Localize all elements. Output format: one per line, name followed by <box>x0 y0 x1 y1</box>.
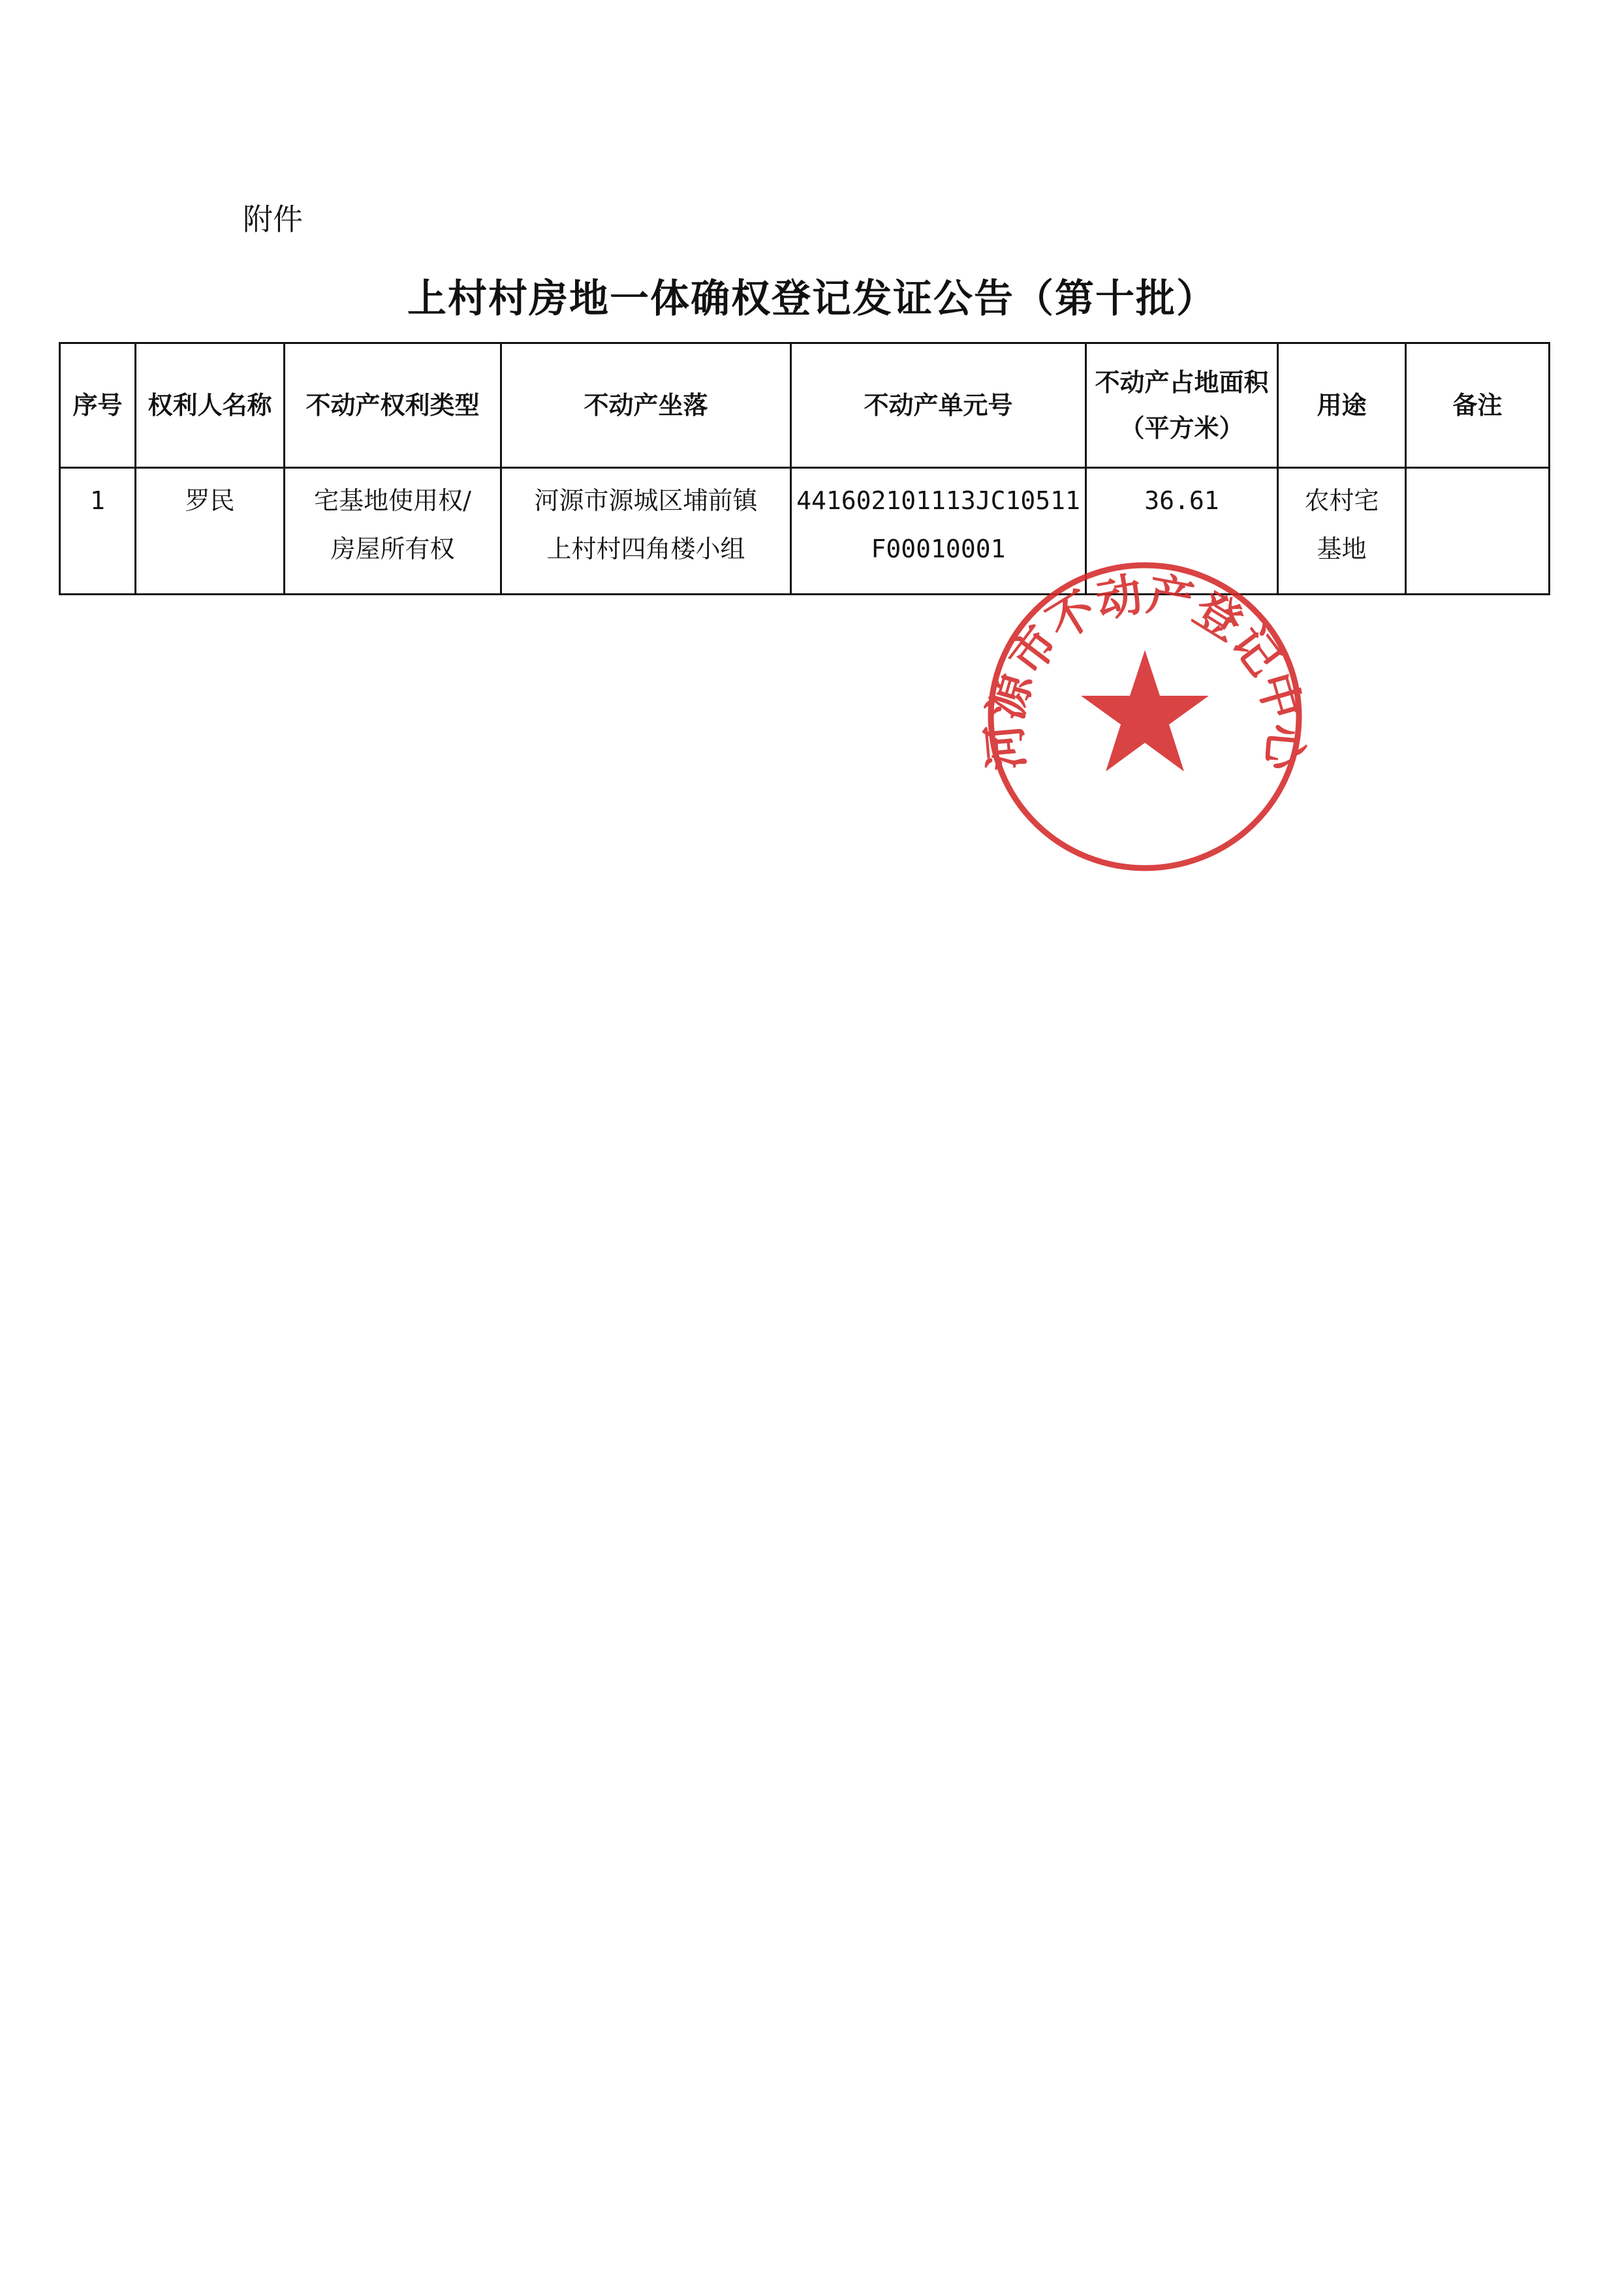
header-unit-no: 不动产单元号 <box>791 343 1086 468</box>
cell-location <box>501 468 791 595</box>
header-location: 不动产坐落 <box>501 343 791 468</box>
seal-text: 河源市不动产登记中心 <box>976 566 1314 773</box>
table-row <box>60 468 1550 595</box>
header-seq: 序号 <box>60 343 136 468</box>
document-title: 上村村房地一体确权登记发证公告（第十批） <box>407 276 1217 322</box>
cell-remarks <box>1406 468 1550 595</box>
header-owner: 权利人名称 <box>136 343 285 468</box>
cell-seq: 1 <box>60 468 136 595</box>
registration-table <box>59 342 1550 595</box>
cell-area: 36.61 <box>1086 468 1278 595</box>
cell-usage-line1: 农村宅 <box>1304 486 1379 515</box>
header-remarks: 备注 <box>1406 343 1550 468</box>
cell-right-type <box>285 468 501 595</box>
header-right-type: 不动产权利类型 <box>285 343 501 468</box>
attachment-label: 附件 <box>243 202 303 237</box>
seal-star-icon <box>1081 650 1209 771</box>
header-area-line2: （平方米） <box>1119 414 1244 443</box>
cell-unit-no-line1: 441602101113JC10511 <box>796 486 1080 515</box>
cell-owner: 罗民 <box>136 468 285 595</box>
header-area-line1: 不动产占地面积 <box>1095 368 1269 397</box>
cell-location-line2: 上村村四角楼小组 <box>546 535 745 563</box>
header-usage: 用途 <box>1278 343 1406 468</box>
cell-right-type-line2: 房屋所有权 <box>330 535 455 563</box>
header-area <box>1086 343 1278 468</box>
cell-usage-line2: 基地 <box>1317 535 1367 563</box>
table-header-row <box>60 343 1550 468</box>
official-seal-stamp <box>969 553 1321 880</box>
cell-location-line1: 河源市源城区埔前镇 <box>534 486 758 515</box>
cell-unit-no-line2: F00010001 <box>871 535 1006 563</box>
cell-right-type-line1: 宅基地使用权/ <box>314 486 471 515</box>
